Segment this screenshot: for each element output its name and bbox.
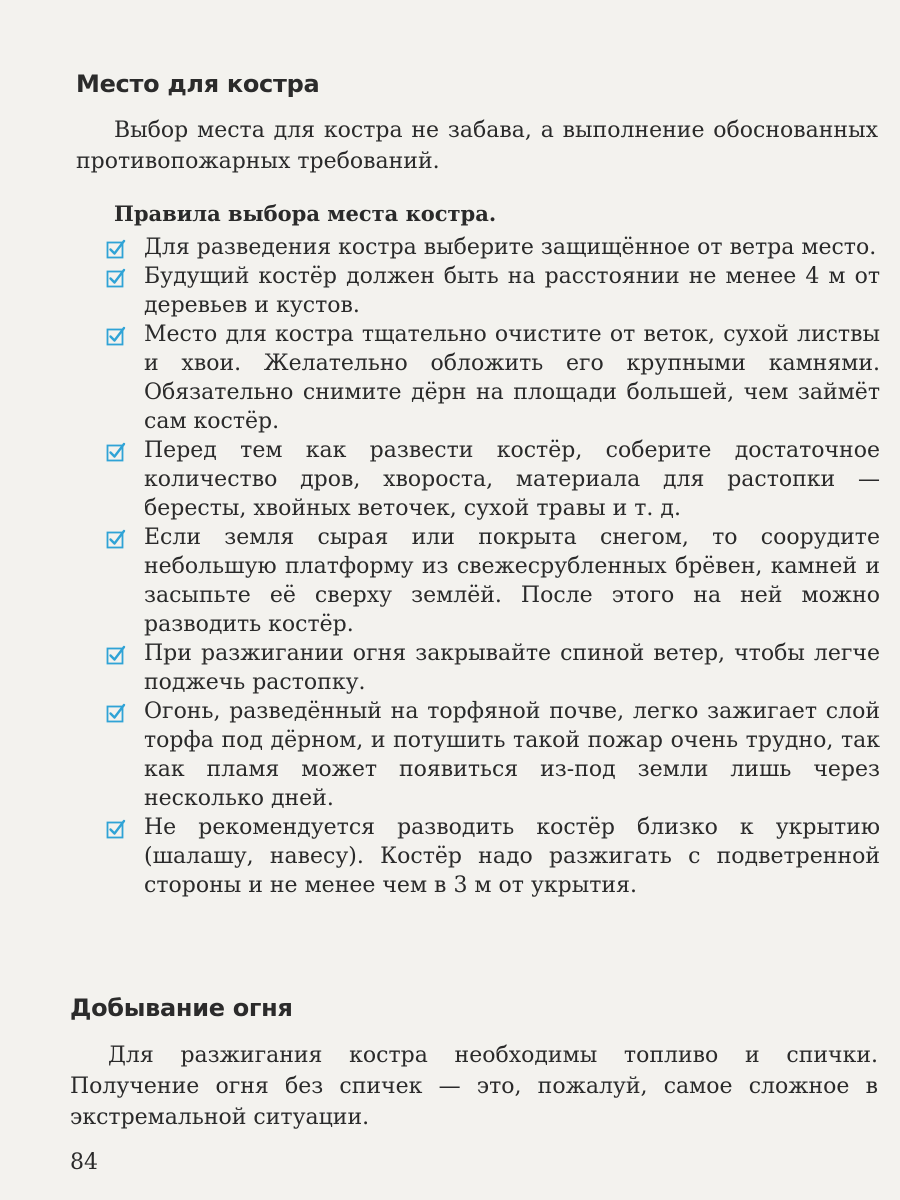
checkbox-checked-icon: [106, 703, 126, 723]
rule-text: Не рекомендуется разводить костёр близко к укрытию (шалашу, навесу). Костёр надо разжигать с подветренной стороны и не менее чем в 3 м от укрытия.: [144, 815, 880, 898]
rule-text: Перед тем как развести костёр, соберите достаточное количество дров, хвороста, материала для растопки — бересты, хвойных веточек, сухой травы и т. д.: [144, 438, 880, 521]
rules-title: Правила выбора места костра.: [114, 201, 497, 226]
rule-item: [106, 436, 880, 523]
rules-list: [106, 233, 880, 900]
rule-item: [106, 320, 880, 436]
checkbox-checked-icon: [106, 268, 126, 288]
rule-text: Огонь, разведённый на торфяной почве, легко зажигает слой торфа под дёрном, и потушить такой пожар очень трудно, так как пламя может появиться из-под земли лишь через несколько дней.: [144, 699, 880, 811]
rule-item: [106, 523, 880, 639]
section-heading-making-fire: Добывание огня: [70, 994, 293, 1022]
page-number: 84: [70, 1150, 98, 1175]
checkbox-checked-icon: [106, 529, 126, 549]
rule-text: Для разведения костра выберите защищённое от ветра место.: [144, 235, 877, 260]
intro-paragraph: Выбор места для костра не забава, а выполнение обоснованных противопожарных требований.: [76, 118, 878, 174]
rule-text: При разжигании огня закрывайте спиной ветер, чтобы легче поджечь растопку.: [144, 641, 880, 695]
section-heading-campfire-place: Место для костра: [76, 70, 320, 98]
checkbox-checked-icon: [106, 442, 126, 462]
checkbox-checked-icon: [106, 326, 126, 346]
making-fire-paragraph: Для разжигания костра необходимы топливо и спички. Получение огня без спичек — это, пожалуй, самое сложное в экстремальной ситуации.: [70, 1043, 878, 1130]
rule-text: Место для костра тщательно очистите от веток, сухой листвы и хвои. Желательно обложить его крупными камнями. Обязательно снимите дёрн на площади большей, чем займёт сам костёр.: [144, 322, 880, 434]
checkbox-checked-icon: [106, 645, 126, 665]
checkbox-checked-icon: [106, 819, 126, 839]
rule-item: [106, 697, 880, 813]
rule-text: Если земля сырая или покрыта снегом, то соорудите небольшую платформу из свежесрубленных брёвен, камней и засыпьте её сверху землёй. После этого на ней можно разводить костёр.: [144, 525, 880, 637]
rule-item: [106, 639, 880, 697]
rule-item: [106, 262, 880, 320]
rule-text: Будущий костёр должен быть на расстоянии не менее 4 м от деревьев и кустов.: [144, 264, 880, 318]
rule-item: [106, 233, 880, 262]
rule-item: [106, 813, 880, 900]
checkbox-checked-icon: [106, 239, 126, 259]
